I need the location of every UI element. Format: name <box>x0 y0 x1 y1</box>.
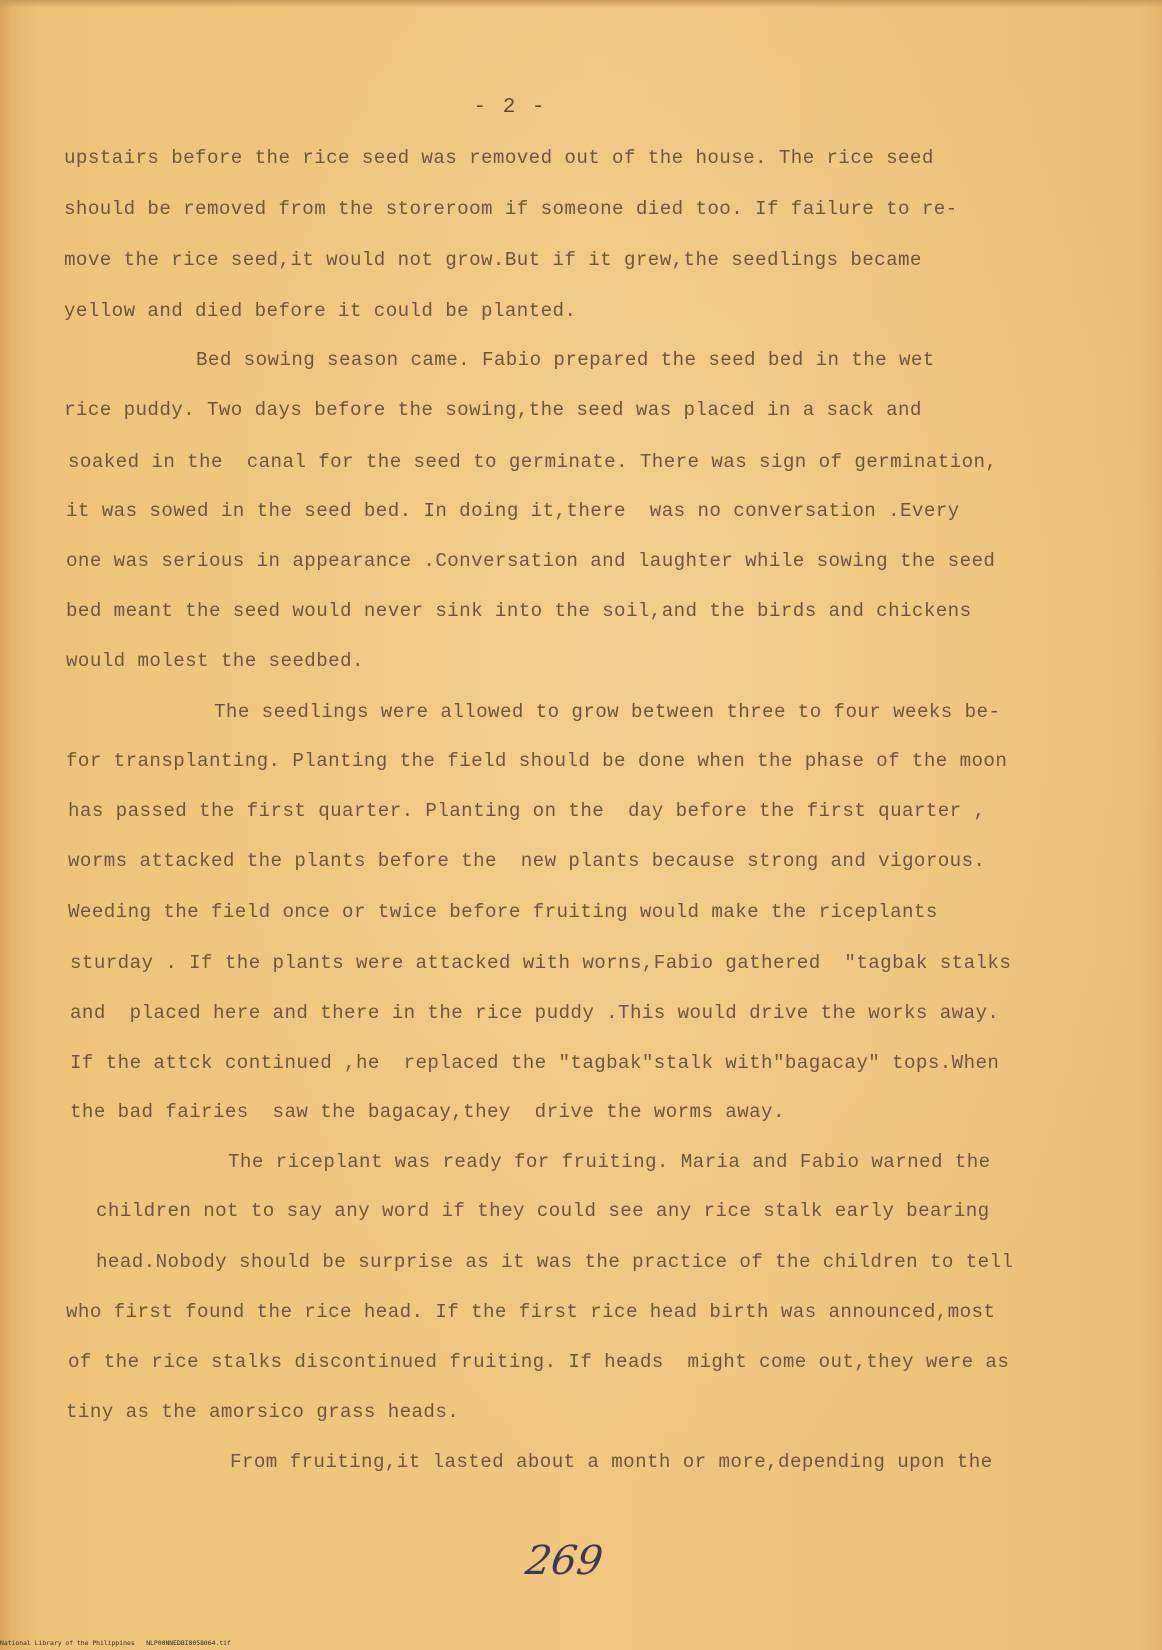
text-line: The seedlings were allowed to grow between three to four weeks be- <box>214 701 1001 723</box>
text-line: who first found the rice head. If the first rice head birth was announced,most <box>66 1301 996 1323</box>
text-line: would molest the seedbed. <box>66 650 364 672</box>
text-line: sturday . If the plants were attacked with worns,Fabio gathered "tagbak stalks <box>70 952 1012 974</box>
text-line: worms attacked the plants before the new plants because strong and vigorous. <box>68 850 986 872</box>
page-number: - 2 - <box>473 96 547 119</box>
text-line: for transplanting. Planting the field should be done when the phase of the moon <box>66 750 1008 772</box>
text-line: move the rice seed,it would not grow.But if it grew,the seedlings became <box>64 249 922 271</box>
text-line: head.Nobody should be surprise as it was the practice of the children to tell <box>96 1251 1014 1273</box>
archive-footer-stamp: National Library of the Philippines NLP00NNEDBI8058064.tif <box>0 1639 231 1647</box>
text-line: rice puddy. Two days before the sowing,the seed was placed in a sack and <box>64 399 922 421</box>
text-line: If the attck continued ,he replaced the "tagbak"stalk with"bagacay" tops.When <box>70 1052 1000 1074</box>
text-line: one was serious in appearance .Conversation and laughter while sowing the seed <box>66 550 996 572</box>
text-line: has passed the first quarter. Planting on the day before the first quarter , <box>68 800 986 822</box>
handwritten-folio-number: 269 <box>522 1538 606 1584</box>
text-line: and placed here and there in the rice puddy .This would drive the works away. <box>70 1002 1000 1024</box>
text-line: children not to say any word if they could see any rice stalk early bearing <box>96 1200 990 1222</box>
text-line: tiny as the amorsico grass heads. <box>66 1401 460 1423</box>
text-line: it was sowed in the seed bed. In doing it,there was no conversation .Every <box>66 500 960 522</box>
text-line: Bed sowing season came. Fabio prepared the seed bed in the wet <box>196 349 935 371</box>
text-line: Weeding the field once or twice before fruiting would make the riceplants <box>68 901 938 923</box>
text-line: of the rice stalks discontinued fruiting. If heads might come out,they were as <box>68 1351 1010 1373</box>
text-line: The riceplant was ready for fruiting. Maria and Fabio warned the <box>228 1151 991 1173</box>
text-line: yellow and died before it could be planted. <box>64 300 577 322</box>
text-line: bed meant the seed would never sink into the soil,and the birds and chickens <box>66 600 972 622</box>
text-line: From fruiting,it lasted about a month or more,depending upon the <box>230 1451 993 1473</box>
text-line: upstairs before the rice seed was removed out of the house. The rice seed <box>64 147 934 169</box>
text-line: the bad fairies saw the bagacay,they drive the worms away. <box>70 1101 785 1123</box>
page-top-edge <box>0 0 1162 8</box>
text-line: soaked in the canal for the seed to germinate. There was sign of germination, <box>68 451 998 473</box>
text-line: should be removed from the storeroom if someone died too. If failure to re- <box>64 198 958 220</box>
